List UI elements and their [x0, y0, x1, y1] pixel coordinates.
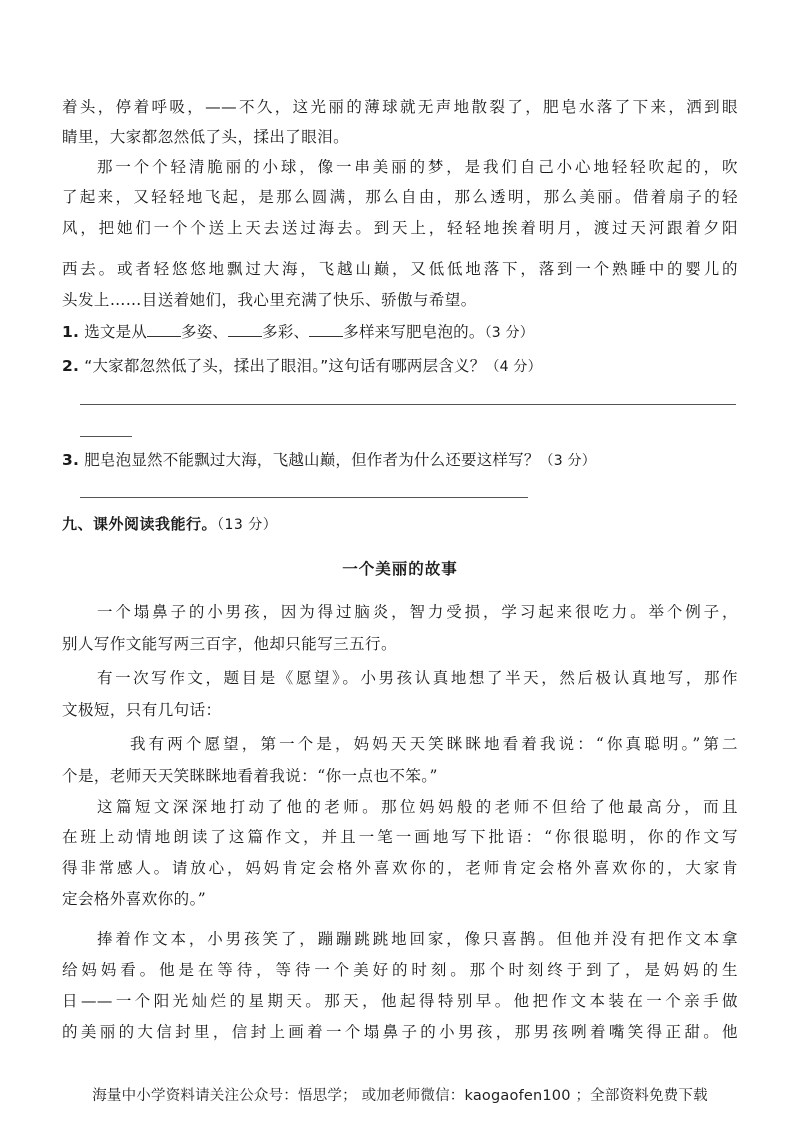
section-points: （13 分） — [217, 517, 278, 533]
question-number: 2. — [62, 357, 80, 375]
section-title: 九、课外阅读我能行。 — [62, 515, 218, 533]
answer-line[interactable] — [80, 436, 132, 437]
story-line: 一个塌鼻子的小男孩，因为得过脑炎，智力受损，学习起来很吃力。举个例子， — [97, 603, 738, 621]
story-title: 一个美丽的故事 — [342, 560, 458, 578]
question-number: 3. — [62, 451, 80, 469]
question-points: （3 分） — [484, 325, 534, 341]
answer-blank[interactable] — [228, 322, 262, 337]
answer-blank[interactable] — [309, 322, 343, 337]
section-heading — [62, 514, 738, 536]
question-points: （4 分） — [485, 359, 542, 375]
question-text: 选文是从 — [84, 323, 148, 341]
question-2 — [62, 356, 738, 378]
story-line: 文极短，只有几句话： — [62, 701, 222, 719]
story-line: 得非常感人。请放心，妈妈肯定会格外喜欢你的，老师肯定会格外喜欢你的，大家肯 — [62, 859, 738, 877]
passage1-line: 头发上……目送着她们，我心里充满了快乐、骄傲与希望。 — [62, 291, 477, 309]
story-line: 给妈妈看。他是在等待，等待一个美好的时刻。那个时刻终于到了，是妈妈的生 — [62, 961, 738, 979]
passage1-line: 着头，停着呼吸，——不久，这光丽的薄球就无声地散裂了，肥皂水落了下来，洒到眼 — [62, 98, 738, 116]
question-text: 多样来写肥皂泡的。 — [343, 323, 485, 341]
passage1-line: 那一个个轻清脆丽的小球，像一串美丽的梦，是我们自己小心地轻轻吹起的，吹 — [97, 158, 738, 176]
question-text: 多姿、 — [181, 323, 229, 341]
story-line: 日——一个阳光灿烂的星期天。那天，他起得特别早。他把作文本装在一个亲手做 — [62, 992, 738, 1010]
story-line: 捧着作文本，小男孩笑了，蹦蹦跳跳地回家，像只喜鹊。但他并没有把作文本拿 — [97, 930, 738, 948]
question-number: 1. — [62, 323, 80, 341]
story-line: 在班上动情地朗读了这篇作文，并且一笔一画地写下批语：“你很聪明，你的作文写 — [62, 828, 738, 846]
footer-note: 海量中小学资料请关注公众号：悟思学； 或加老师微信：kaogaofen100 ；全部资料免费下载 — [92, 1088, 708, 1104]
story-line: 别人写作文能写两三百字，他却只能写三五行。 — [62, 635, 397, 653]
passage1-line: 睛里，大家都忽然低了头，揉出了眼泪。 — [62, 128, 350, 146]
question-text: 肥皂泡显然不能飘过大海，飞越山巅，但作者为什么还要这样写？ — [84, 451, 540, 469]
answer-line[interactable] — [80, 404, 736, 405]
story-line: 这篇短文深深地打动了他的老师。那位妈妈般的老师不但给了他最高分，而且 — [97, 798, 738, 816]
story-line: 的美丽的大信封里，信封上画着一个塌鼻子的小男孩，那男孩咧着嘴笑得正甜。他 — [62, 1023, 738, 1041]
question-points: （3 分） — [539, 453, 596, 469]
question-3 — [62, 450, 738, 472]
answer-blank[interactable] — [147, 322, 181, 337]
question-1 — [62, 322, 738, 344]
answer-line[interactable] — [80, 497, 528, 498]
passage1-line: 西去。或者轻悠悠地飘过大海，飞越山巅，又低低地落下，落到一个熟睡中的婴儿的 — [62, 260, 738, 278]
question-text: “大家都忽然低了头，揉出了眼泪。”这句话有哪两层含义？ — [84, 357, 486, 375]
story-line: 有一次写作文，题目是《愿望》。小男孩认真地想了半天，然后极认真地写，那作 — [97, 669, 738, 687]
story-line: 个是，老师天天笑眯眯地看着我说：“你一点也不笨。” — [62, 767, 438, 785]
passage1-line: 了起来，又轻轻地飞起，是那么圆满，那么自由，那么透明，那么美丽。借着扇子的轻 — [62, 188, 738, 206]
question-text: 多彩、 — [262, 323, 310, 341]
story-line: 定会格外喜欢你的。” — [62, 890, 207, 908]
passage1-line: 风，把她们一个个送上天去送过海去。到天上，轻轻地挨着明月，渡过天河跟着夕阳 — [62, 219, 738, 237]
story-line: 我有两个愿望，第一个是，妈妈天天笑眯眯地看着我说：“你真聪明。”第二 — [130, 735, 738, 753]
